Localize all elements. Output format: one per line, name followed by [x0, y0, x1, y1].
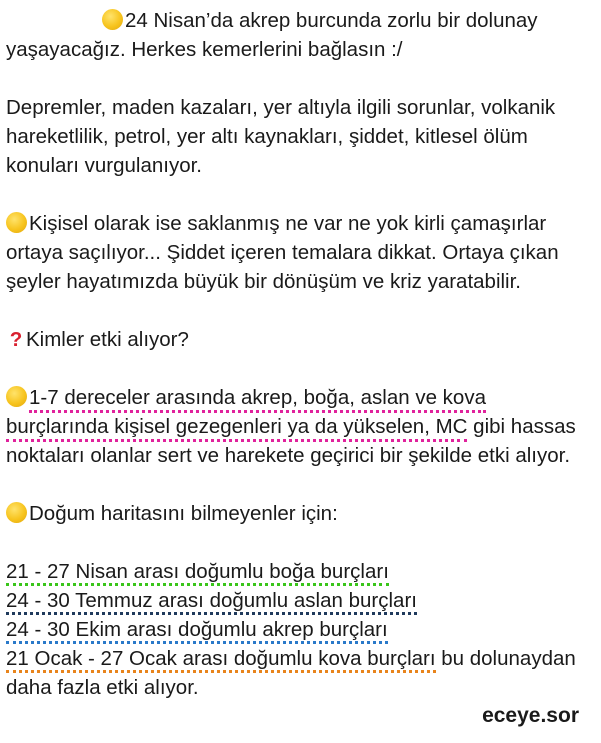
post-body [6, 6, 598, 702]
signs-closing: daha fazla etki alıyor. [6, 676, 199, 699]
red-question-mark-icon: ? [9, 328, 23, 351]
who-paragraph [6, 325, 598, 354]
themes-line-1: Depremler, maden kazaları, yer altıyla ilgili sorunlar, volkanik [6, 96, 556, 119]
themes-line-3: konuları vurgulanıyor. [6, 154, 203, 177]
chart-hint-text: Doğum haritasını bilmeyenler için: [29, 502, 338, 525]
degrees-line-3: noktaları olanlar sert ve harekete geçirici bir şekilde etki alıyor. [6, 444, 571, 467]
yellow-circle-icon [6, 502, 27, 523]
personal-paragraph [6, 209, 598, 296]
degrees-paragraph [6, 383, 598, 470]
personal-line-1 [6, 209, 598, 238]
chart-hint-paragraph [6, 499, 598, 528]
intro-line-1 [6, 6, 598, 35]
personal-line-2: ortaya saçılıyor... Şiddet içeren temalara dikkat. Ortaya çıkan [6, 241, 559, 264]
signature: eceye.sor [482, 704, 579, 727]
personal-line-3: şeyler hayatımızda büyük bir dönüşüm ve kriz yaratabilir. [6, 270, 522, 293]
scorpio-text: 24 - 30 Ekim arası doğumlu akrep burçları [6, 618, 388, 644]
degrees-text-2-rest: gibi hassas [467, 415, 576, 438]
themes-paragraph [6, 93, 598, 180]
degrees-text-1: 1-7 dereceler arasında akrep, boğa, aslan ve kova [29, 386, 486, 413]
intro-paragraph [6, 6, 598, 64]
degrees-line-1 [6, 383, 598, 412]
degrees-line-2 [6, 412, 598, 441]
signs-line-taurus [6, 557, 598, 586]
themes-line-2: hareketlilik, petrol, yer altı kaynakları, şiddet, kitlesel ölüm [6, 125, 528, 148]
taurus-text: 21 - 27 Nisan arası doğumlu boğa burçları [6, 560, 389, 586]
chart-hint-line [6, 499, 598, 528]
signs-line-aquarius [6, 644, 598, 673]
signs-line-scorpio [6, 615, 598, 644]
personal-text-1: Kişisel olarak ise saklanmış ne var ne yok kirli çamaşırlar [29, 212, 547, 235]
degrees-text-2-underlined: burçlarında kişisel gezegenleri ya da yükselen, MC [6, 415, 467, 442]
who-line [6, 325, 598, 354]
signs-line-leo [6, 586, 598, 615]
leo-text: 24 - 30 Temmuz arası doğumlu aslan burçları [6, 589, 417, 615]
who-question: Kimler etki alıyor? [26, 328, 189, 351]
aquarius-text: 21 Ocak - 27 Ocak arası doğumlu kova burçları [6, 647, 436, 673]
aquarius-rest-text: bu dolunaydan [435, 647, 576, 670]
intro-text-1: 24 Nisan’da akrep burcunda zorlu bir dolunay [125, 9, 538, 32]
signs-paragraph [6, 557, 598, 702]
yellow-circle-icon [6, 212, 27, 233]
intro-line-2: yaşayacağız. Herkes kemerlerini bağlasın :/ [6, 38, 403, 61]
yellow-circle-icon [102, 9, 123, 30]
yellow-circle-icon [6, 386, 27, 407]
